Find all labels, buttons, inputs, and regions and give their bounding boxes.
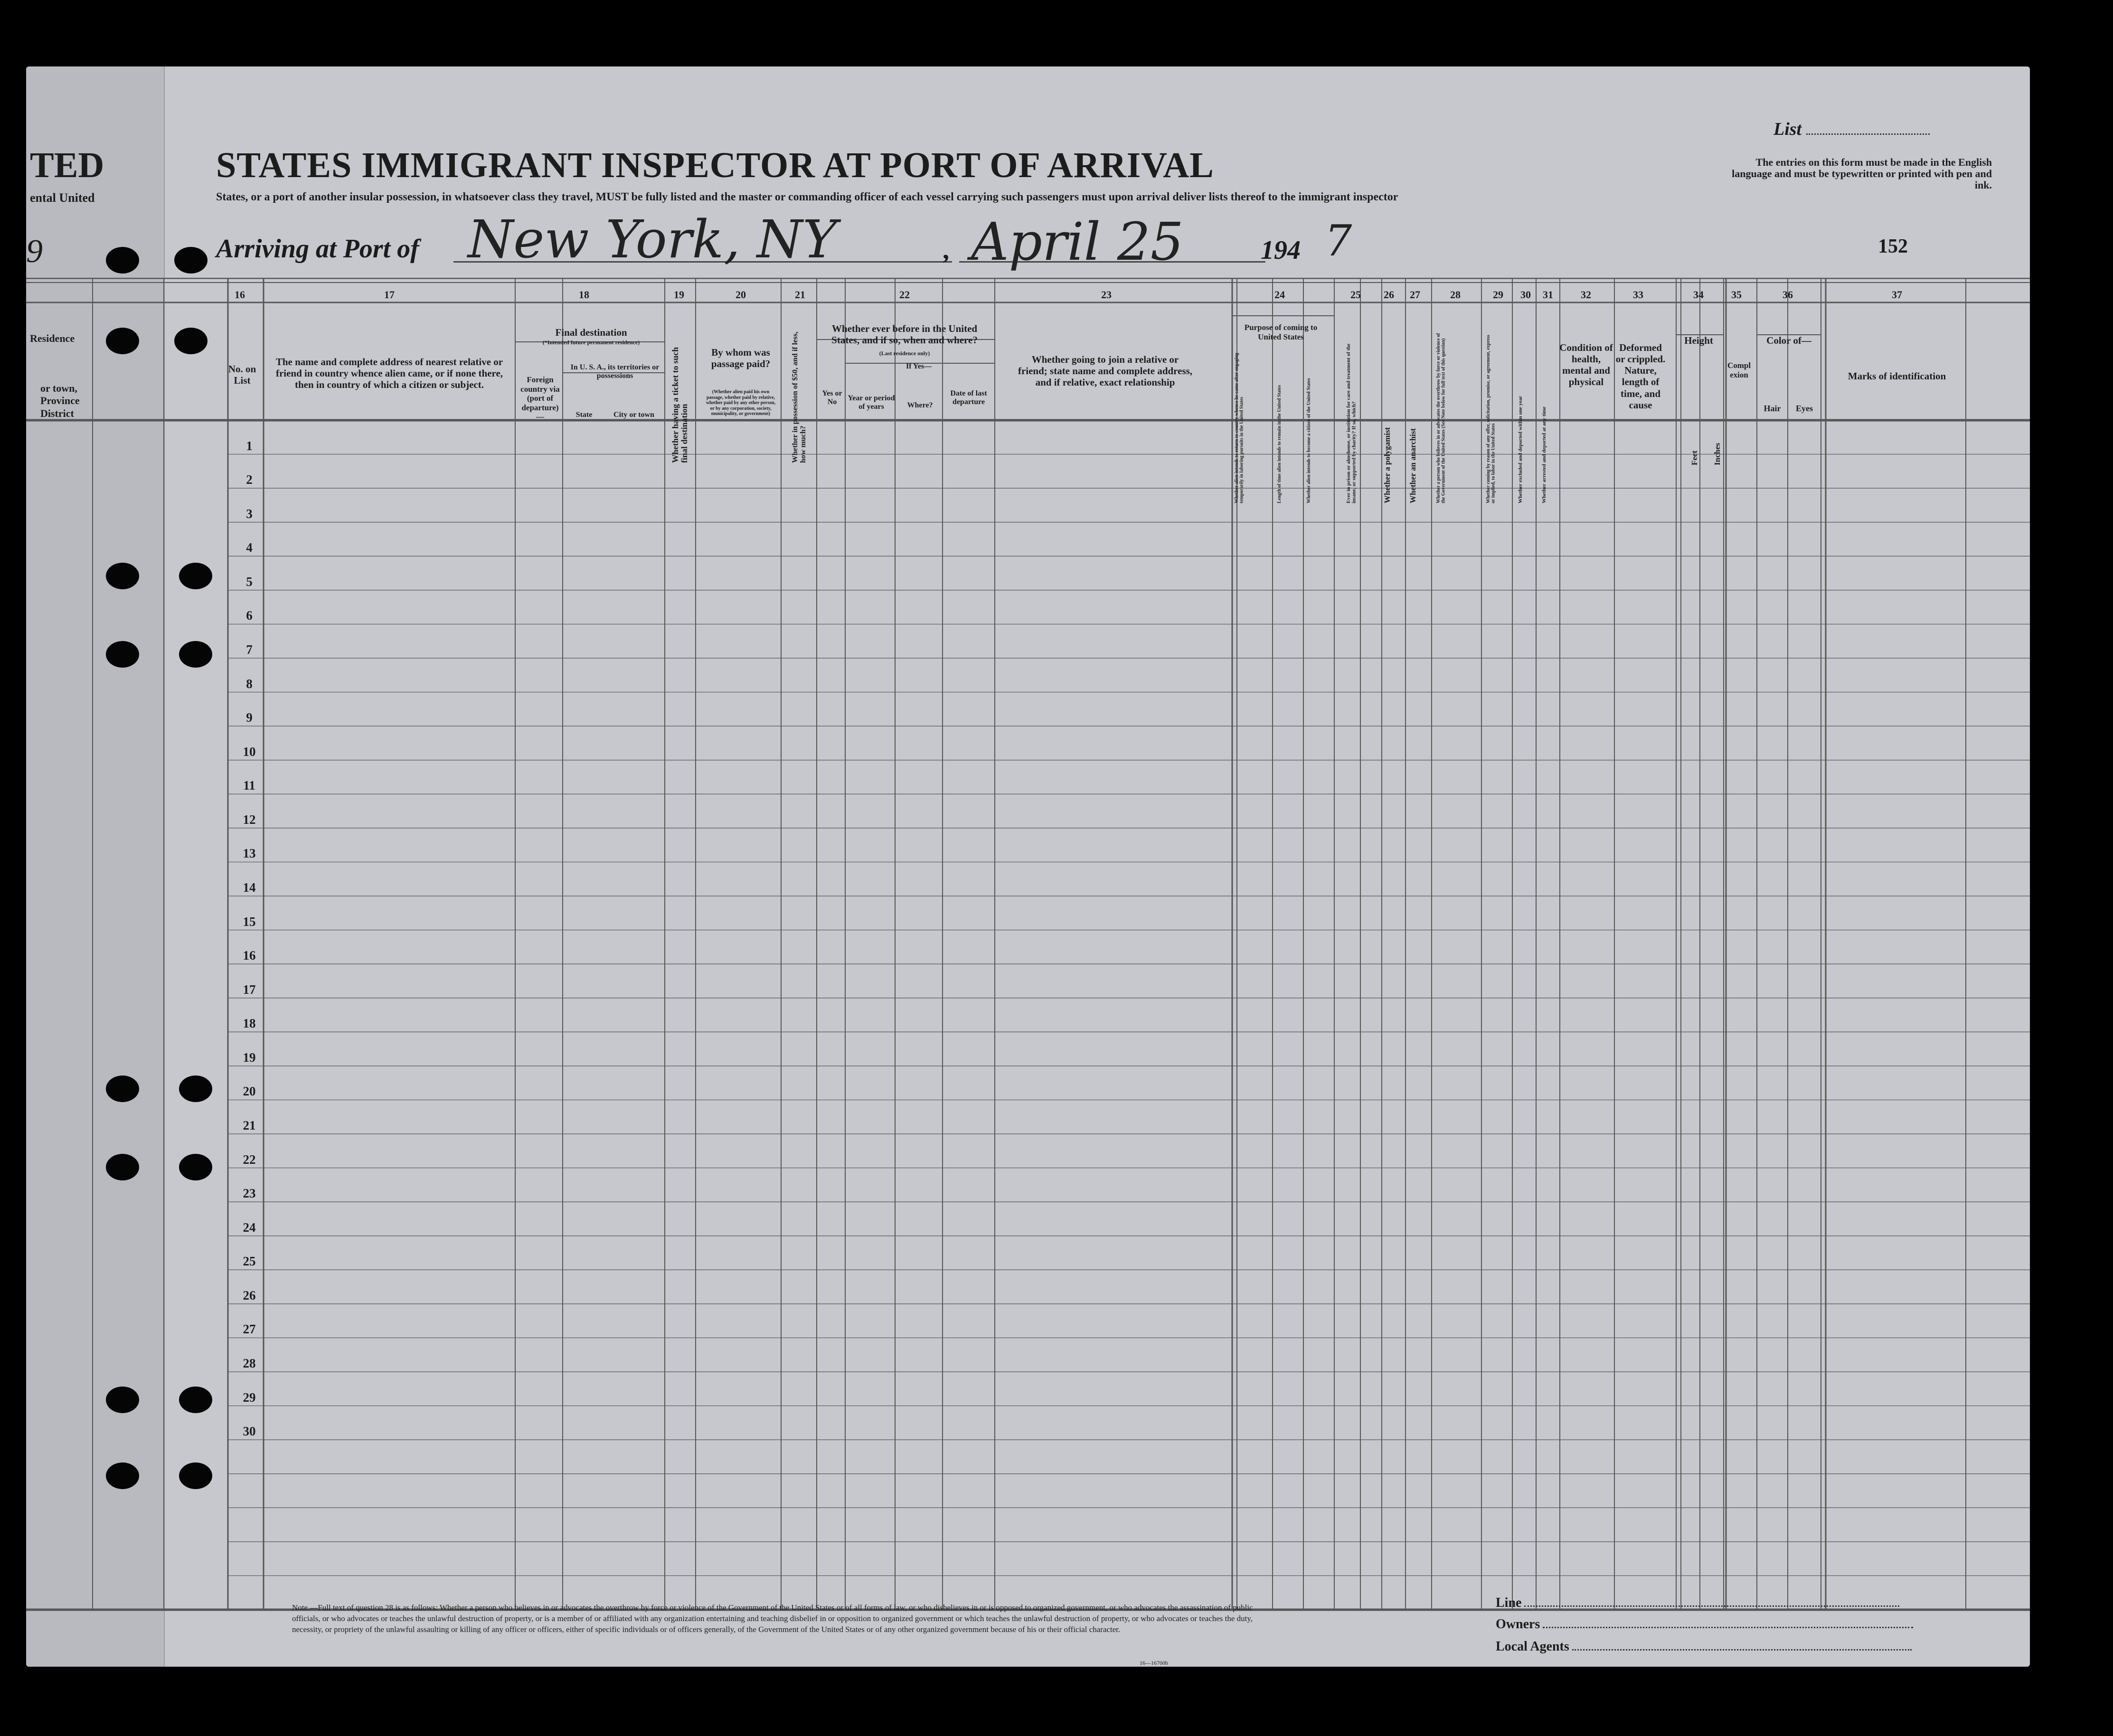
row-number: 15 [243, 914, 256, 929]
row-number: 24 [243, 1220, 256, 1235]
list-label-text: List [1773, 119, 1802, 139]
agents-label [1496, 1639, 1912, 1654]
left-page-number: 9 [26, 233, 43, 270]
col34-feet: Feet [1690, 450, 1699, 465]
row-number: 18 [243, 1016, 256, 1031]
punch-hole [179, 1462, 212, 1489]
row-number: 13 [243, 846, 256, 861]
col35-header: Complexion [1727, 361, 1751, 379]
col25-header: Ever in prison or almshouse, or institution for care and treatment of the insane, or supported by charity? If so, which? [1346, 343, 1357, 503]
page-subtitle: States, or a port of another insular possession, in whatsoever class they travel, MUST be fully listed and the master or commanding officer of each vessel carrying such passengers must upon arrival deliver lists thereof to the immigrant inspector [216, 191, 1398, 203]
col32-header: Condition of health, mental and physical [1559, 342, 1613, 388]
row-number: 1 [246, 438, 253, 453]
col22-ifyes: If Yes— [906, 362, 932, 370]
sheet-number: 152 [1878, 236, 1908, 257]
col24-return: Whether alien intends to return to country whence he came after engaging temporarily in laboring pursuits in the United States [1234, 353, 1245, 503]
col27-header: Whether an anarchist [1408, 428, 1417, 503]
colnum-27: 27 [1410, 289, 1420, 301]
left-page-title: TED [30, 145, 104, 185]
manifest-grid [26, 278, 2030, 1631]
colnum-22: 22 [899, 289, 910, 301]
col18-foreign: Foreign country via (port of departure)— [520, 375, 560, 422]
agents-label-text: Local Agents [1496, 1639, 1569, 1654]
punch-hole [106, 1076, 139, 1102]
col22-note: (Last residence only) [879, 350, 930, 357]
col24-citizen: Whether alien intends to become a citizen of the United States [1306, 378, 1311, 503]
punch-hole [179, 641, 212, 668]
col33-header: Deformed or crippled. Nature, length of time, and cause [1615, 342, 1666, 411]
row-number: 16 [243, 948, 256, 963]
col22-years: Year or period of years [848, 394, 895, 411]
row-number: 3 [246, 506, 253, 521]
row-number: 20 [243, 1084, 256, 1099]
punch-hole [179, 1076, 212, 1102]
left-page-subtitle: ental United [30, 191, 95, 205]
col17-header: The name and complete address of nearest relative or friend in country whence alien came, or if none there, then in country of which a citizen or subject. [275, 356, 503, 391]
colnum-28: 28 [1450, 289, 1461, 301]
col18-state: State [575, 411, 593, 419]
col21-header: Whether in possession of $50, and if less, how much? [791, 331, 807, 463]
col20-header: By whom was passage paid? [711, 347, 771, 370]
row-number: 26 [243, 1288, 256, 1302]
col26-header: Whether a polygamist [1383, 427, 1392, 503]
colnum-19: 19 [674, 289, 684, 301]
year-handwritten: 7 [1325, 216, 1352, 266]
punch-hole [106, 1387, 139, 1413]
col16-header: No. on List [228, 363, 256, 387]
punch-hole [174, 247, 208, 274]
colnum-16: 16 [235, 289, 245, 301]
row-number: 17 [243, 982, 256, 997]
owners-label-text: Owners [1496, 1617, 1540, 1632]
row-number: 22 [243, 1152, 256, 1167]
row-number: 6 [246, 608, 253, 623]
colnum-37: 37 [1892, 289, 1902, 301]
col34-header: Height [1684, 335, 1713, 346]
row-number: 25 [243, 1254, 256, 1269]
col36-hair: Hair [1764, 404, 1781, 413]
line-label-text: Line [1496, 1595, 1522, 1610]
left-residence-heading: Residence [30, 332, 75, 344]
col19-header: Whether having a ticket to such final destination [670, 347, 689, 463]
arriving-label: Arriving at Port of [216, 234, 419, 264]
row-number: 27 [243, 1322, 256, 1337]
col36-header: Color of— [1766, 335, 1811, 346]
row-number: 10 [243, 744, 256, 759]
colnum-30: 30 [1520, 289, 1531, 301]
col31-header: Whether arrested and deported at any time [1541, 406, 1547, 503]
row-number: 2 [246, 472, 253, 487]
owners-label [1496, 1617, 1913, 1632]
colnum-25: 25 [1350, 289, 1361, 301]
colnum-33: 33 [1633, 289, 1643, 301]
row-number: 19 [243, 1050, 256, 1065]
colnum-20: 20 [736, 289, 746, 301]
col18-note: (*Intended future permanent residence) [542, 339, 640, 346]
col22-where: Where? [907, 401, 933, 409]
colnum-26: 26 [1384, 289, 1394, 301]
col36-eyes: Eyes [1796, 404, 1813, 413]
colnum-18: 18 [579, 289, 589, 301]
row-number: 7 [246, 642, 253, 657]
row-number: 11 [243, 778, 255, 793]
col22-date: Date of last departure [950, 389, 987, 406]
col22-yesno: Yes or No [822, 389, 842, 406]
row-number: 4 [246, 540, 253, 555]
colnum-32: 32 [1581, 289, 1591, 301]
row-number: 29 [243, 1390, 256, 1405]
row-number: 21 [243, 1118, 256, 1132]
punch-hole [106, 1462, 139, 1489]
row-number: 5 [246, 574, 253, 589]
form-code: 16—16700b [1140, 1660, 1168, 1666]
comma-mark: , [943, 236, 949, 265]
row-number: 8 [246, 676, 253, 691]
row-number: 14 [243, 880, 256, 895]
col18-header: Final destination [555, 327, 627, 338]
list-label [1773, 119, 1930, 140]
instructions-text: The entries on this form must be made in the English language and must be typewritten or printed with pen and ink. [1732, 156, 1992, 191]
col22-header: Whether ever before in the United States, and if so, when and where? [831, 323, 978, 346]
col30-header: Whether excluded and deported within one year [1518, 396, 1523, 503]
line-label [1496, 1595, 1899, 1611]
punch-hole [174, 328, 208, 354]
col20-note: (Whether alien paid his own passage, whether paid by relative, whether paid by any other person, or by any corporation, society, municipality, or government) [706, 389, 776, 416]
punch-hole [106, 328, 139, 354]
punch-hole [106, 247, 139, 274]
year-printed: 194 [1261, 236, 1301, 265]
colnum-35: 35 [1731, 289, 1742, 301]
col34-inches: Inches [1713, 443, 1722, 465]
col37-header: Marks of identification [1848, 370, 1946, 382]
col18-usa: In U. S. A., its territories or possessions [570, 363, 660, 380]
colnum-31: 31 [1543, 289, 1553, 301]
colnum-36: 36 [1783, 289, 1793, 301]
punch-hole [106, 641, 139, 668]
punch-hole [106, 563, 139, 589]
row-number: 12 [243, 812, 256, 827]
colnum-21: 21 [795, 289, 805, 301]
col18-city: City or town [613, 411, 654, 419]
punch-hole [179, 1154, 212, 1180]
manifest-page [26, 66, 2030, 1667]
port-handwritten: New York, NY [468, 209, 837, 270]
date-handwritten: April 25 [971, 211, 1184, 272]
punch-hole [179, 1387, 212, 1413]
row-number: 9 [246, 710, 253, 725]
col24-length: Length of time alien intends to remain in the United States [1277, 385, 1282, 503]
footer-note: Note.—Full text of question 28 is as follows: Whether a person who believes in or advocates the overthrow by force or violence of the Government of the United States or of all forms of law, or who disbelieves in or is opposed to organized government, or who advocates the assassination of public officials, or who advocates or teaches the unlawful destruction of property, or is a member of or affiliated with any organization entertaining and teaching disbelief in or opposition to organized government or which teaches the unlawful destruction of property, or who advocates or teaches the duty, necessity, or propriety of the unlawful assaulting or killing of any officer or officers, either of specific individuals or of officers generally, of the Government of the United States or of any other organized government because of his or their official character. [292, 1603, 1253, 1634]
colnum-23: 23 [1101, 289, 1112, 301]
colnum-34: 34 [1693, 289, 1704, 301]
col28-header: Whether a person who believes in or advocates the overthrow by force or violence of the Government of the United States (See Note below for full text of this question) [1436, 333, 1446, 503]
colnum-17: 17 [384, 289, 395, 301]
punch-hole [106, 1154, 139, 1180]
left-residence-sub: or town, Province District [40, 382, 80, 419]
row-number: 23 [243, 1186, 256, 1201]
colnum-24: 24 [1274, 289, 1285, 301]
row-number: 28 [243, 1356, 256, 1370]
page-title: STATES IMMIGRANT INSPECTOR AT PORT OF ARRIVAL [216, 145, 1214, 185]
punch-hole [179, 563, 212, 589]
col23-header: Whether going to join a relative or friend; state name and complete address, and if relative, exact relationship [1018, 354, 1193, 388]
col24-header: Purpose of coming to United States [1244, 323, 1318, 341]
col29-header: Whether coming by reason of any offer, solicitation, promise, or agreement, express or implied, to labor in the United States [1486, 335, 1496, 503]
colnum-29: 29 [1493, 289, 1503, 301]
row-number: 30 [243, 1424, 256, 1439]
